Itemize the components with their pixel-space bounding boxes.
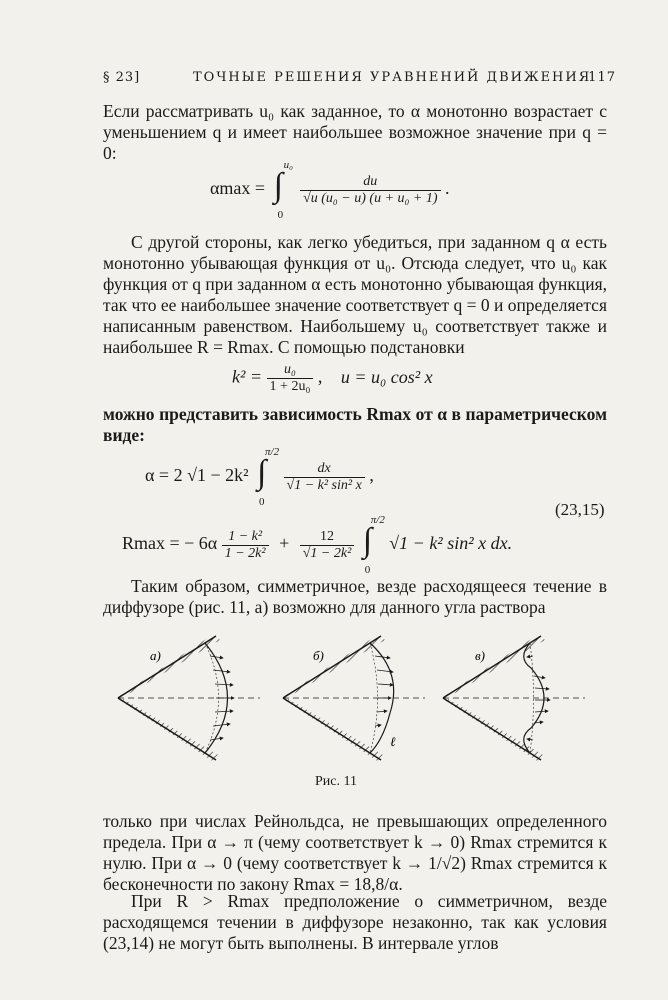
panel-a-label: а) [150,648,161,663]
eq1-upper-limit: u₀ [283,159,293,171]
svg-text:ℓ: ℓ [390,734,396,749]
eq1-tail: . [445,178,450,199]
chapter-title: ТОЧНЫЕ РЕШЕНИЯ УРАВНЕНИЙ ДВИЖЕНИЯ [193,70,592,85]
eq2-sep: , [317,366,323,387]
eq3-lower-limit-1: 0 [259,496,265,508]
eq3-integral-1: ∫ π/2 0 [257,446,280,508]
figure-caption: Рис. 11 [315,774,357,789]
eq3-line1-tail: , [369,465,374,486]
eq1-denominator: √u (u₀ − u) (u + u₀ + 1) [303,190,438,206]
eq3-integrand-2: √1 − k² sin² x dx. [389,533,513,554]
page-number: 117 [588,70,616,85]
paragraph-4: Таким образом, симметричное, везде расходящееся течение в диффузоре (рис. 11, а) возможно для данного угла раствора [103,576,607,617]
eq3-integral-2: ∫ π/2 0 [362,514,385,576]
running-header [103,70,616,90]
eq2-lhs: k² = [232,366,263,387]
panel-c-backflow [443,634,585,762]
eq3-upper-limit-2: π/2 [370,514,385,526]
eq1-lhs: αmax = [210,178,266,199]
paragraph-6: При R > Rmax предположение о симметричном, везде расходящемся течении в диффузоре незаконно, так как условия (23,14) не могут быть выполнены. В интервале углов [103,891,607,953]
eq3-denominator-1: √1 − k² sin² x [286,477,362,493]
eq3-denominator-2: 1 − 2k² [224,545,266,561]
eq1-integral: ∫ u₀ 0 [273,159,293,221]
eq3-numerator-2: 1 − k² [222,529,269,546]
eq3-fraction-2 [222,529,269,562]
eq2-numerator: u₀ [267,362,314,379]
eq2-denominator: 1 + 2u₀ [269,379,311,394]
equation-substitution [232,362,433,395]
paragraph-2: С другой стороны, как легко убедиться, при заданном q α есть монотонно убывающая функция от u₀. Отсюда следует, что u₀ как функция от q при заданном α есть монотонно убывающая функция, так что ее наибольшее значение соответствует q = 0 и определяется написанным равенством. Наибольшему u₀ соответствует также и наибольшее R = Rmax. С помощью подстановки [103,232,607,357]
paragraph-1: Если рассматривать u₀ как заданное, то α монотонно возрастает с уменьшением q и имеет наибольшее возможное значение при q = 0: [103,101,607,163]
eq1-lower-limit: 0 [277,209,284,221]
eq3-plus: + [279,533,290,554]
eq1-numerator: du [300,174,440,191]
eq3-numerator-3: 12 [300,529,355,546]
equation-alpha-max [210,159,450,221]
eq2-fraction [267,362,314,395]
paragraph-5: только при числах Рейнольдса, не превышающих определенного предела. При α → π (чему соответствует k → 0) Rmax стремится к нулю. При α → 0 (чему соответствует k → 1/√2) Rmax стремится к бесконечности по закону Rmax = 18,8/α. [103,811,607,894]
equation-alpha-param [145,446,374,508]
panel-b-asymmetric-flow [283,634,425,762]
eq3-line1-lhs: α = 2 √1 − 2k² [145,465,249,486]
figure-11-diffuser-profiles [110,628,590,770]
panel-b-label: б) [313,648,324,663]
equation-rmax-param [122,514,513,576]
eq2-rhs: u = u₀ cos² x [340,366,433,387]
section-mark: § 23] [103,70,141,85]
eq3-numerator-1: dx [284,461,365,478]
eq3-denominator-3: √1 − 2k² [302,545,352,561]
eq3-lower-limit-2: 0 [364,564,371,576]
eq3-upper-limit-1: π/2 [265,446,280,458]
eq3-line2-lhs: Rmax = − 6α [122,533,218,554]
eq1-fraction [300,174,440,207]
eq3-fraction-1 [284,461,365,494]
paragraph-3: можно представить зависимость Rmax от α в параметрическом виде: [103,404,607,445]
equation-number: (23,15) [555,500,605,519]
panel-a-symmetric-flow [118,634,260,762]
panel-c-label: в) [475,648,485,663]
eq3-fraction-3 [300,529,355,562]
